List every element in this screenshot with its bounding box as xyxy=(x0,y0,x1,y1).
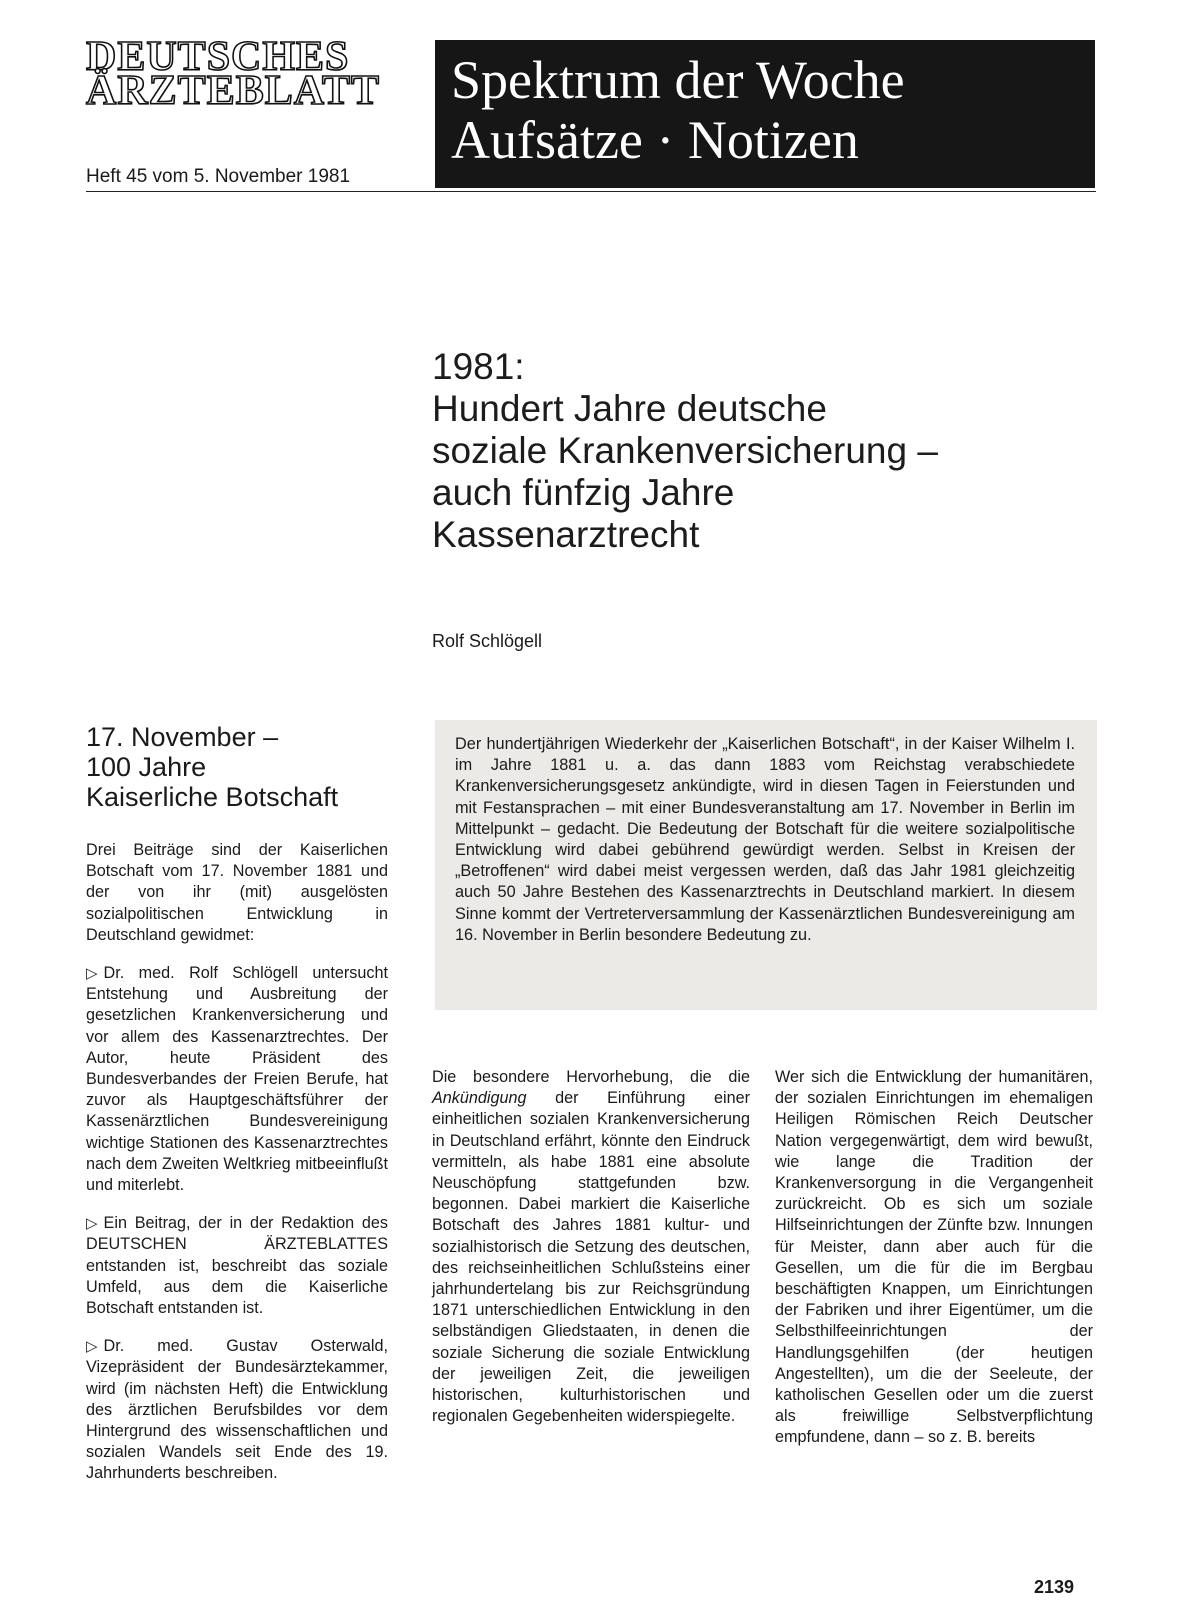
body-emphasis: Ankündigung xyxy=(432,1089,527,1108)
sidebar-item xyxy=(86,1336,388,1484)
triangle-bullet-icon: ▷ xyxy=(86,965,98,983)
sidebar-heading-line: 100 Jahre xyxy=(86,752,207,782)
sidebar-heading-line: Kaiserliche Botschaft xyxy=(86,782,339,812)
sidebar-item-text: Dr. med. Gustav Osterwald, Vizepräsident der Bundesärztekammer, wird (im nächsten Heft) die Entwicklung des ärztlichen Berufsbildes vor dem Hintergrund des wissenschaftlichen und sozialen Wandels seit Ende des 19. Jahrhunderts beschreiben. xyxy=(86,1337,388,1483)
sidebar-intro: Drei Beiträge sind der Kaiserlichen Botschaft vom 17. November 1881 und der von ihr (mit) ausgelösten sozialpolitischen Entwicklung in Deutschland gewidmet: xyxy=(86,841,388,944)
lead-box xyxy=(435,720,1097,1010)
triangle-bullet-icon: ▷ xyxy=(86,1215,98,1233)
body-column-2 xyxy=(775,1067,1093,1449)
section-banner-line-1: Spektrum der Woche xyxy=(451,50,905,110)
body-text: Die besondere Hervorhebung, die die xyxy=(432,1068,750,1086)
sidebar-text xyxy=(86,840,388,1502)
section-banner-line-2: Aufsätze · Notizen xyxy=(451,110,859,170)
body-paragraph: Wer sich die Entwicklung der humanitären, der sozialen Einrichtungen im ehemaligen Heiligen Römischen Reich Deutscher Nation vergegenwärtigt, dem wird bewußt, wie lange die Tradition der Krankenversorgung in die Vergangenheit zurückreicht. Ob es sich um soziale Hilfseinrichtungen der Zünfte bzw. Innungen für Meister, dann aber auch für die Gesellen, um die für die im Bergbau beschäftigten Knappen, um Einrichtungen der Fabriken und ihrer Eigentümer, um die Selbsthilfeeinrichtungen der Handlungsgehilfen (der heutigen Angestellten), um die der Seeleute, der katholischen Gesellen oder um die zuerst als freiwillige Selbstverpflichtung empfundene, dann – so z. B. bereits xyxy=(775,1068,1093,1447)
triangle-bullet-icon: ▷ xyxy=(86,1338,98,1356)
header-rule xyxy=(86,191,1096,192)
title-line: soziale Krankenversicherung – xyxy=(432,430,938,471)
sidebar-heading xyxy=(86,722,396,812)
section-banner xyxy=(435,40,1095,188)
body-paragraph xyxy=(432,1067,750,1427)
sidebar-heading-line: 17. November – xyxy=(86,722,279,752)
sidebar-item-text: Dr. med. Rolf Schlögell untersucht Entstehung und Ausbreitung der gesetzlichen Krankenversicherung und vor allem des Kassenarztrechtes. Der Autor, heute Präsident des Bundesverbandes der Freien Berufe, hat zuvor als Hauptgeschäftsführer der Kassenärztlichen Bundesvereinigung wichtige Stationen des Kassenarztrechtes nach dem Zweiten Weltkrieg mitbeeinflußt und miterlebt. xyxy=(86,964,388,1195)
article-author: Rolf Schlögell xyxy=(432,631,543,651)
masthead-line-1: DEUTSCHES xyxy=(86,34,350,80)
sidebar-item-text: Ein Beitrag, der in der Redaktion des DEUTSCHEN ÄRZTEBLATTES entstanden ist, beschreibt das soziale Umfeld, aus dem die Kaiserliche Botschaft entstanden ist. xyxy=(86,1214,388,1318)
body-column-1 xyxy=(432,1067,750,1427)
title-line: Kassenarztrecht xyxy=(432,514,700,555)
sidebar-item xyxy=(86,1213,388,1319)
title-line: auch fünfzig Jahre xyxy=(432,472,735,513)
title-line: 1981: xyxy=(432,346,525,387)
masthead-line-2: ÄRZTEBLATT xyxy=(86,68,380,114)
title-line: Hundert Jahre deutsche xyxy=(432,388,827,429)
lead-text: Der hundertjährigen Wiederkehr der „Kaiserlichen Botschaft“, in der Kaiser Wilhelm I. im Jahre 1881 u. a. das dann 1883 vom Reichstag verabschiedete Krankenversicherungsgesetz ankündigte, wird in diesen Tagen in Feierstunden und mit Festansprachen – mit einer Bundesveranstaltung am 17. November in Berlin im Mittelpunkt – gedacht. Die Bedeutung der Botschaft für die weitere sozialpolitische Entwicklung wird dabei gebührend gewürdigt werden. Selbst in Kreisen der „Betroffenen“ wird dabei meist vergessen werden, daß das Jahr 1981 gleichzeitig auch 50 Jahre Bestehen des Kassenarztrechts in Deutschland markiert. In diesem Sinne kommt der Vertreterversammlung der Kassenärztlichen Bundesvereinigung am 16. November in Berlin besondere Bedeutung zu. xyxy=(455,735,1075,944)
sidebar-item xyxy=(86,963,388,1196)
article-title xyxy=(432,346,1072,556)
masthead-logo xyxy=(86,34,396,114)
body-text: der Einführung einer einheitlichen sozialen Krankenversicherung in Deutschland erfährt, könnte den Eindruck vermitteln, als habe 1881 eine absolute Neuschöpfung stattgefunden bzw. begonnen. Dabei markiert die Kaiserliche Botschaft des Jahres 1881 kultur- und sozialhistorisch die Setzung des deutschen, des reichseinheitlichen Schlußsteins einer jahrhundertelang bis zur Reichsgründung 1871 unterschiedlichen Entwicklung in den selbständigen Gliedstaaten, in denen die soziale Sicherung die soziale Entwicklung der jeweiligen Zeit, die jeweiligen historischen, kulturhistorischen und regionalen Gegebenheiten widerspiegelte. xyxy=(432,1089,750,1426)
issue-line: Heft 45 vom 5. November 1981 xyxy=(86,166,351,187)
page-number: 2139 xyxy=(1034,1577,1075,1597)
